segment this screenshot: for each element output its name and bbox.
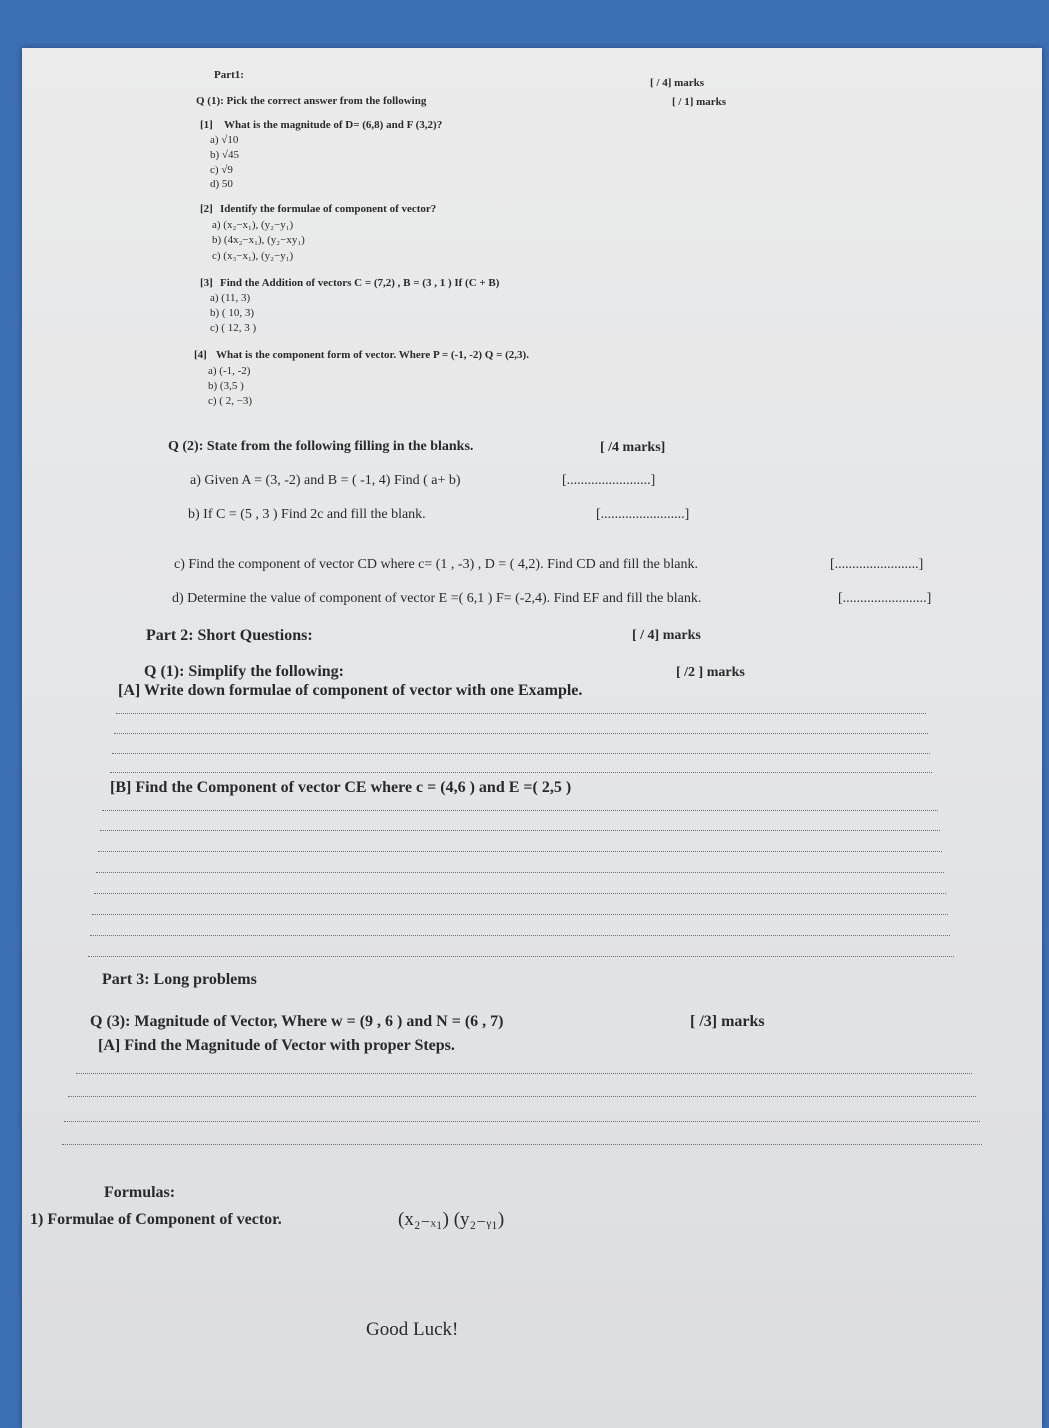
part3-q3-heading: Q (3): Magnitude of Vector, Where w = (9 , 6 ) and N = (6 , 7) [90,1013,504,1030]
blank-b-text: b) If C = (5 , 3 ) Find 2c and fill the blank. [188,507,426,522]
mcq2-option-b[interactable]: b) (4x₂−x₁), (y₂−xy₁) [212,234,305,246]
answer-line[interactable] [100,830,940,831]
answer-line[interactable] [92,914,948,915]
mcq2-question: Identify the formulae of component of vector? [220,203,437,215]
part2-q1-heading: Q (1): Simplify the following: [144,663,344,680]
mcq2-option-a[interactable]: a) (x₂−x₁), (y₂−y₁) [212,219,294,231]
blank-d-field[interactable]: [........................] [838,591,932,606]
good-luck-footer: Good Luck! [366,1319,459,1340]
part2-b-prompt: [B] Find the Component of vector CE where c = (4,6 ) and E =( 2,5 ) [110,779,572,796]
mcq4-option-b[interactable]: b) (3,5 ) [208,380,244,392]
q2-marks: [ /4 marks] [600,440,666,455]
part1-title: Part1: [214,69,244,81]
part2-marks: [ / 4] marks [632,628,701,643]
answer-line[interactable] [76,1073,972,1074]
answer-line[interactable] [90,935,950,936]
answer-line[interactable] [68,1096,976,1097]
blank-a-field[interactable]: [........................] [562,473,656,488]
mcq1-option-b[interactable]: b) √45 [210,149,239,161]
blank-c-field[interactable]: [........................] [830,557,924,572]
mcq4-number: [4] [194,349,207,361]
mcq2-option-c[interactable]: c) (x₃−x₁), (y₂−y₁) [212,250,294,262]
part1-marks: [ / 4] marks [650,77,705,89]
answer-line[interactable] [102,810,938,811]
answer-line[interactable] [64,1121,980,1122]
blank-b-field[interactable]: [........................] [596,507,690,522]
mcq4-option-c[interactable]: c) ( 2, −3) [208,395,253,407]
part3-title: Part 3: Long problems [102,971,257,988]
q2-heading: Q (2): State from the following filling in the blanks. [168,439,474,454]
answer-line[interactable] [96,872,944,873]
mcq2-number: [2] [200,203,213,215]
mcq1-question: What is the magnitude of D= (6,8) and F (3,2)? [224,119,443,131]
mcq4-question: What is the component form of vector. Where P = (-1, -2) Q = (2,3). [216,349,529,361]
mcq1-option-a[interactable]: a) √10 [210,134,239,146]
blank-c-text: c) Find the component of vector CD where c= (1 , -3) , D = ( 4,2). Find CD and fill the blank. [174,557,698,572]
mcq3-option-b[interactable]: b) ( 10, 3) [210,307,254,319]
q1-marks: [ / 1] marks [672,96,727,108]
answer-line[interactable] [114,733,928,734]
mcq3-question: Find the Addition of vectors C = (7,2) , B = (3 , 1 ) If (C + B) [220,277,500,289]
part2-title: Part 2: Short Questions: [146,627,313,644]
answer-line[interactable] [112,753,930,754]
mcq1-number: [1] [200,119,213,131]
part2-a-prompt: [A] Write down formulae of component of vector with one Example. [118,682,583,699]
blank-d-text: d) Determine the value of component of vector E =( 6,1 ) F= (-2,4). Find EF and fill the blank. [172,591,702,606]
answer-line[interactable] [62,1144,982,1145]
formula-expression: (x₂₋ₓ₁) (y₂₋ᵧ₁) [398,1209,505,1230]
part3-q3-marks: [ /3] marks [690,1013,765,1030]
formula-item: 1) Formulae of Component of vector. [30,1211,282,1228]
part2-q1-marks: [ /2 ] marks [676,665,745,680]
mcq4-option-a[interactable]: a) (-1, -2) [208,365,251,377]
mcq3-option-c[interactable]: c) ( 12, 3 ) [210,322,257,334]
mcq3-option-a[interactable]: a) (11, 3) [210,292,251,304]
mcq1-option-d[interactable]: d) 50 [210,178,233,190]
part3-a-prompt: [A] Find the Magnitude of Vector with proper Steps. [98,1037,455,1054]
answer-line[interactable] [88,956,954,957]
exam-sheet [22,48,1042,1428]
blank-a-text: a) Given A = (3, -2) and B = ( -1, 4) Find ( a+ b) [190,473,461,488]
q1-heading: Q (1): Pick the correct answer from the following [196,95,427,107]
answer-line[interactable] [110,772,932,773]
mcq1-option-c[interactable]: c) √9 [210,164,233,176]
mcq3-number: [3] [200,277,213,289]
answer-line[interactable] [116,713,926,714]
answer-line[interactable] [94,893,946,894]
formulas-title: Formulas: [104,1184,176,1201]
answer-line[interactable] [98,851,942,852]
